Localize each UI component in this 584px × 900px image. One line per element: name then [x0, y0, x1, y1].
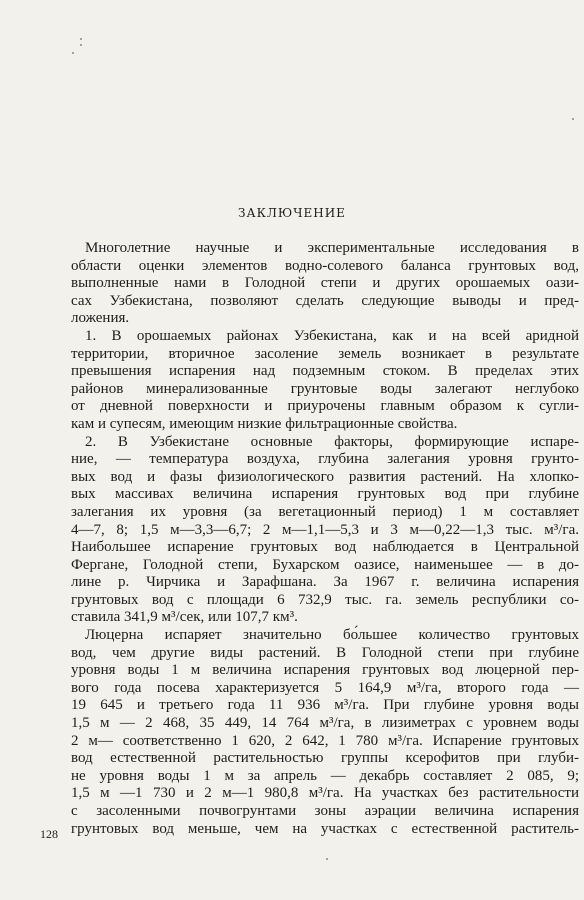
print-speck	[326, 858, 328, 860]
text-line: грунтовых вод с площади 6 732,9 тыс. га. земель республики со-	[71, 591, 579, 608]
print-speck	[572, 118, 574, 120]
text-line: Люцерна испаряет значительно бо́льшее количество грунтовых	[85, 627, 579, 644]
text-line: от дневной поверхности и приурочены главным образом к сугли-	[71, 398, 579, 415]
text-line: 2 м— соответственно 1 620, 2 642, 1 780 м³/га. Испарение грунтовых	[71, 732, 579, 749]
print-speck	[80, 44, 82, 46]
text-line: Многолетние научные и экспериментальные исследования в	[85, 240, 579, 256]
page-number: 128	[40, 827, 58, 841]
text-line: районов минерализованные грунтовые воды залегают неглубоко	[71, 380, 579, 397]
text-line: области оценки элементов водно-солевого баланса грунтовых вод,	[71, 257, 579, 274]
text-line: 1. В орошаемых районах Узбекистана, как и на всей аридной	[85, 327, 579, 344]
text-line: Фергане, Голодной степи, Бухарском оазисе, наименьшее — в до-	[71, 556, 579, 573]
text-line: ложения.	[71, 310, 130, 327]
text-line: грунтовых вод меньше, чем на участках с естественной раститель-	[71, 820, 579, 837]
text-line: вод, чем другие виды растений. В Голодной степи при глубине	[71, 644, 579, 661]
text-line: превышения испарения над подземным стоком. В пределах этих	[71, 363, 579, 380]
text-line: 19 645 и третьего года 11 936 м³/га. При глубине уровня воды	[71, 697, 579, 714]
print-speck	[80, 38, 82, 40]
text-line: территории, вторичное засоление земель возникает в результате	[71, 345, 579, 362]
text-line: выполненные нами в Голодной степи и других орошаемых оази-	[71, 275, 579, 292]
text-line: вого года посева характеризуется 5 164,9 м³/га, второго года —	[71, 679, 579, 696]
text-line: уровня воды 1 м величина испарения грунтовых вод люцерной пер-	[71, 662, 579, 679]
text-line: Наибольшее испарение грунтовых вод наблюдается в Центральной	[71, 539, 579, 556]
text-line: вод естественной растительностью группы ксерофитов при глуби-	[71, 750, 579, 767]
text-line: 4—7, 8; 1,5 м—3,3—6,7; 2 м—1,1—5,3 и 3 м—0,22—1,3 тыс. м³/га.	[71, 521, 579, 538]
section-heading: ЗАКЛЮЧЕНИЕ	[238, 206, 346, 220]
text-line: вых вод и фазы физиологического развития растений. На хлопко-	[71, 468, 579, 485]
text-line: вых массивах величина испарения грунтовых вод при глубине	[71, 486, 579, 503]
print-speck	[72, 52, 74, 54]
text-line: 1,5 м —1 730 и 2 м—1 980,8 м³/га. На участках без растительности	[71, 785, 579, 802]
text-line: сах Узбекистана, позволяют сделать следующие выводы и пред-	[71, 292, 579, 309]
text-line: не уровня воды 1 м за апрель — декабрь составляет 2 085, 9;	[71, 767, 579, 784]
text-line: ставила 341,9 м³/сек, или 107,7 км³.	[71, 609, 298, 626]
text-line: 2. В Узбекистане основные факторы, формирующие испаре-	[85, 433, 579, 450]
text-line: кам и супесям, имеющим низкие фильтрационные свойства.	[71, 415, 458, 432]
body-text	[71, 240, 579, 838]
text-line: 1,5 м — 2 468, 35 449, 14 764 м³/га, в лизиметрах с уровнем воды	[71, 715, 579, 732]
text-line: с засоленными почвогрунтами зоны аэрации величина испарения	[71, 803, 579, 819]
text-line: залегания их уровня (за вегетационный период) 1 м составляет	[71, 503, 579, 520]
text-line: лине р. Чирчика и Зарафшана. За 1967 г. величина испарения	[71, 574, 579, 591]
text-line: ние, — температура воздуха, глубина залегания уровня грунто-	[71, 451, 579, 468]
